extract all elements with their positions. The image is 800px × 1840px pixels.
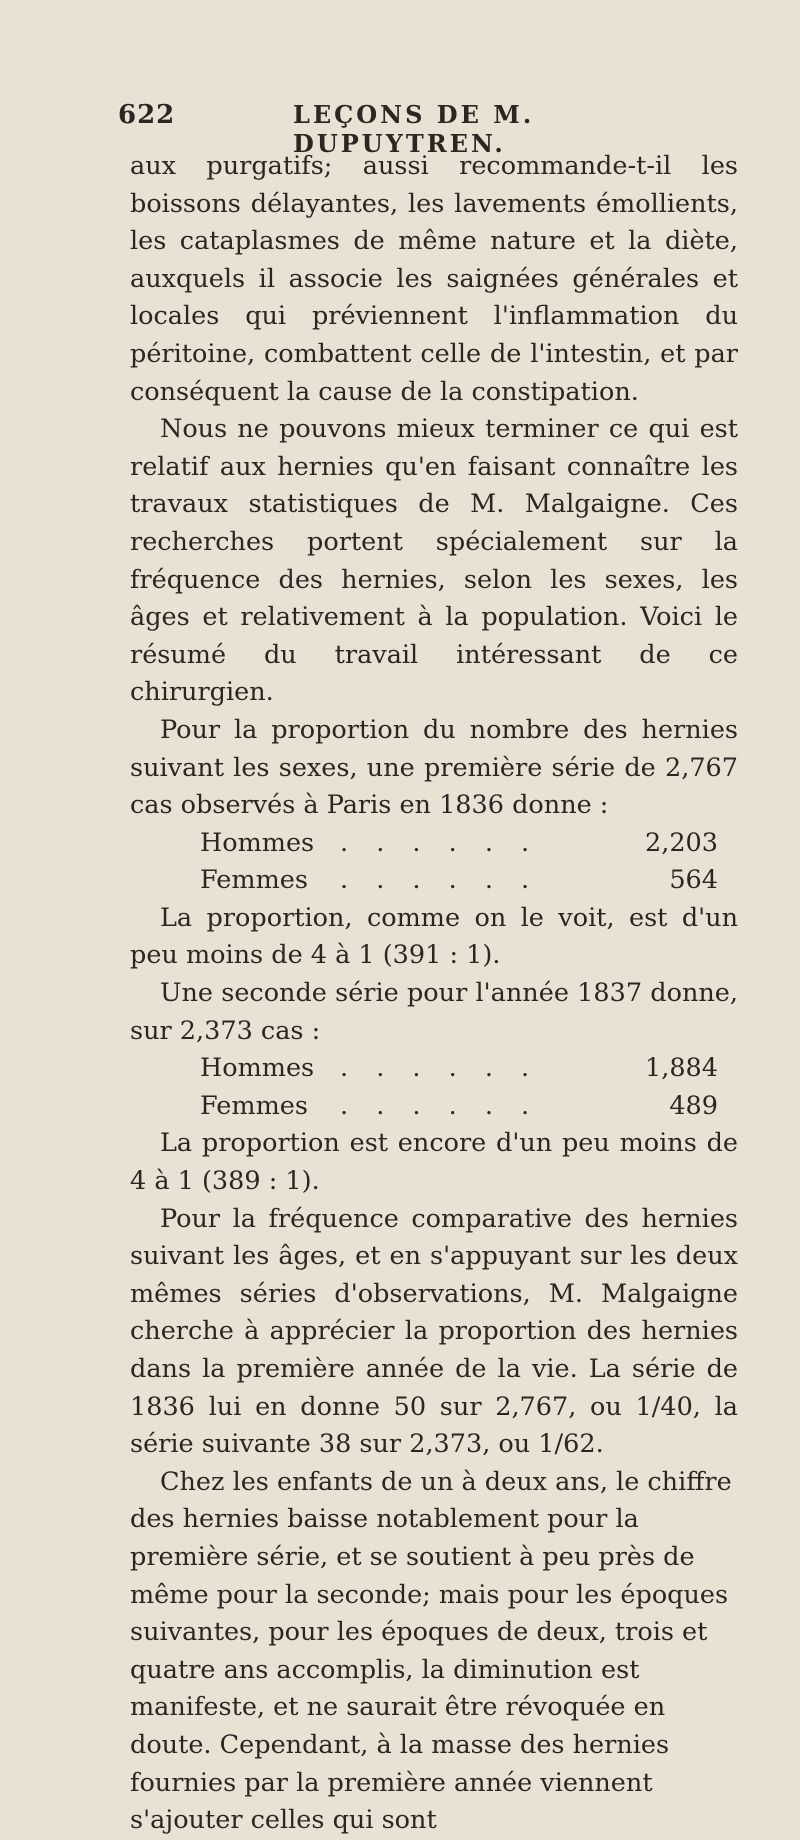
row-value: 2,203	[644, 827, 718, 858]
paragraph-8: Chez les enfants de un à deux ans, le chiffre des hernies baisse notablement pour la première série, et se soutient à peu près de même pour la seconde; mais pour les époques suivantes, pour les époques de deux, trois et quatre ans accomplis, la diminution est manifeste, et ne saurait être révoquée en doute. Cependant, à la masse des hernies fournies par la première année viennent s'ajouter celles qui sont	[130, 1466, 732, 1836]
table-row	[130, 1088, 738, 1126]
row-value: 564	[669, 865, 718, 896]
running-head: LEÇONS DE M. DUPUYTREN.	[293, 100, 535, 158]
page-number: 622	[118, 100, 176, 130]
leader-dots: . . . . . .	[340, 1090, 540, 1121]
paragraph-2: Nous ne pouvons mieux terminer ce qui est relatif aux hernies qu'en faisant connaître les travaux statistiques de M. Malgaigne. Ces recherches portent spécialement sur la fréquence des hernies, selon les sexes, les âges et relativement à la population. Voici le résumé du travail intéressant de ce chirurgien.	[130, 414, 738, 708]
table-row	[130, 825, 738, 863]
row-label: Femmes	[200, 1090, 308, 1121]
table-1837	[130, 1050, 738, 1125]
paragraph-7: Pour la fréquence comparative des hernies suivant les âges, et en s'appuyant sur les deux mêmes séries d'observations, M. Malgaigne cherche à apprécier la proportion des hernies dans la première année de la vie. La série de 1836 lui en donne 50 sur 2,767, ou 1/40, la série suivante 38 sur 2,373, ou 1/62.	[130, 1203, 738, 1460]
row-value: 489	[669, 1090, 718, 1121]
table-row	[130, 862, 738, 900]
page-body	[130, 148, 738, 1840]
leader-dots: . . . . . .	[340, 1053, 540, 1084]
paragraph-1: aux purgatifs; aussi recommande-t-il les boissons délayantes, les lavements émollients, les cataplasmes de même nature et la diète, auxquels il associe les saignées générales et locales qui préviennent l'inflammation du péritoine, combattent celle de l'intestin, et par conséquent la cause de la constipation.	[130, 151, 738, 407]
leader-dots: . . . . . .	[340, 827, 540, 858]
paragraph-6: La proportion est encore d'un peu moins de 4 à 1 (389 : 1).	[130, 1128, 738, 1197]
paragraph-4: La proportion, comme on le voit, est d'un peu moins de 4 à 1 (391 : 1).	[130, 902, 738, 971]
row-value: 1,884	[644, 1053, 718, 1084]
leader-dots: . . . . . .	[340, 865, 540, 896]
table-1836	[130, 825, 738, 900]
paragraph-3: Pour la proportion du nombre des hernies suivant les sexes, une première série de 2,767 cas observés à Paris en 1836 donne :	[130, 714, 738, 821]
row-label: Femmes	[200, 865, 308, 896]
page-header	[118, 100, 720, 158]
row-label: Hommes	[200, 827, 315, 858]
table-row	[130, 1050, 738, 1088]
paragraph-5: Une seconde série pour l'année 1837 donne, sur 2,373 cas :	[130, 978, 738, 1046]
row-label: Hommes	[200, 1053, 315, 1084]
